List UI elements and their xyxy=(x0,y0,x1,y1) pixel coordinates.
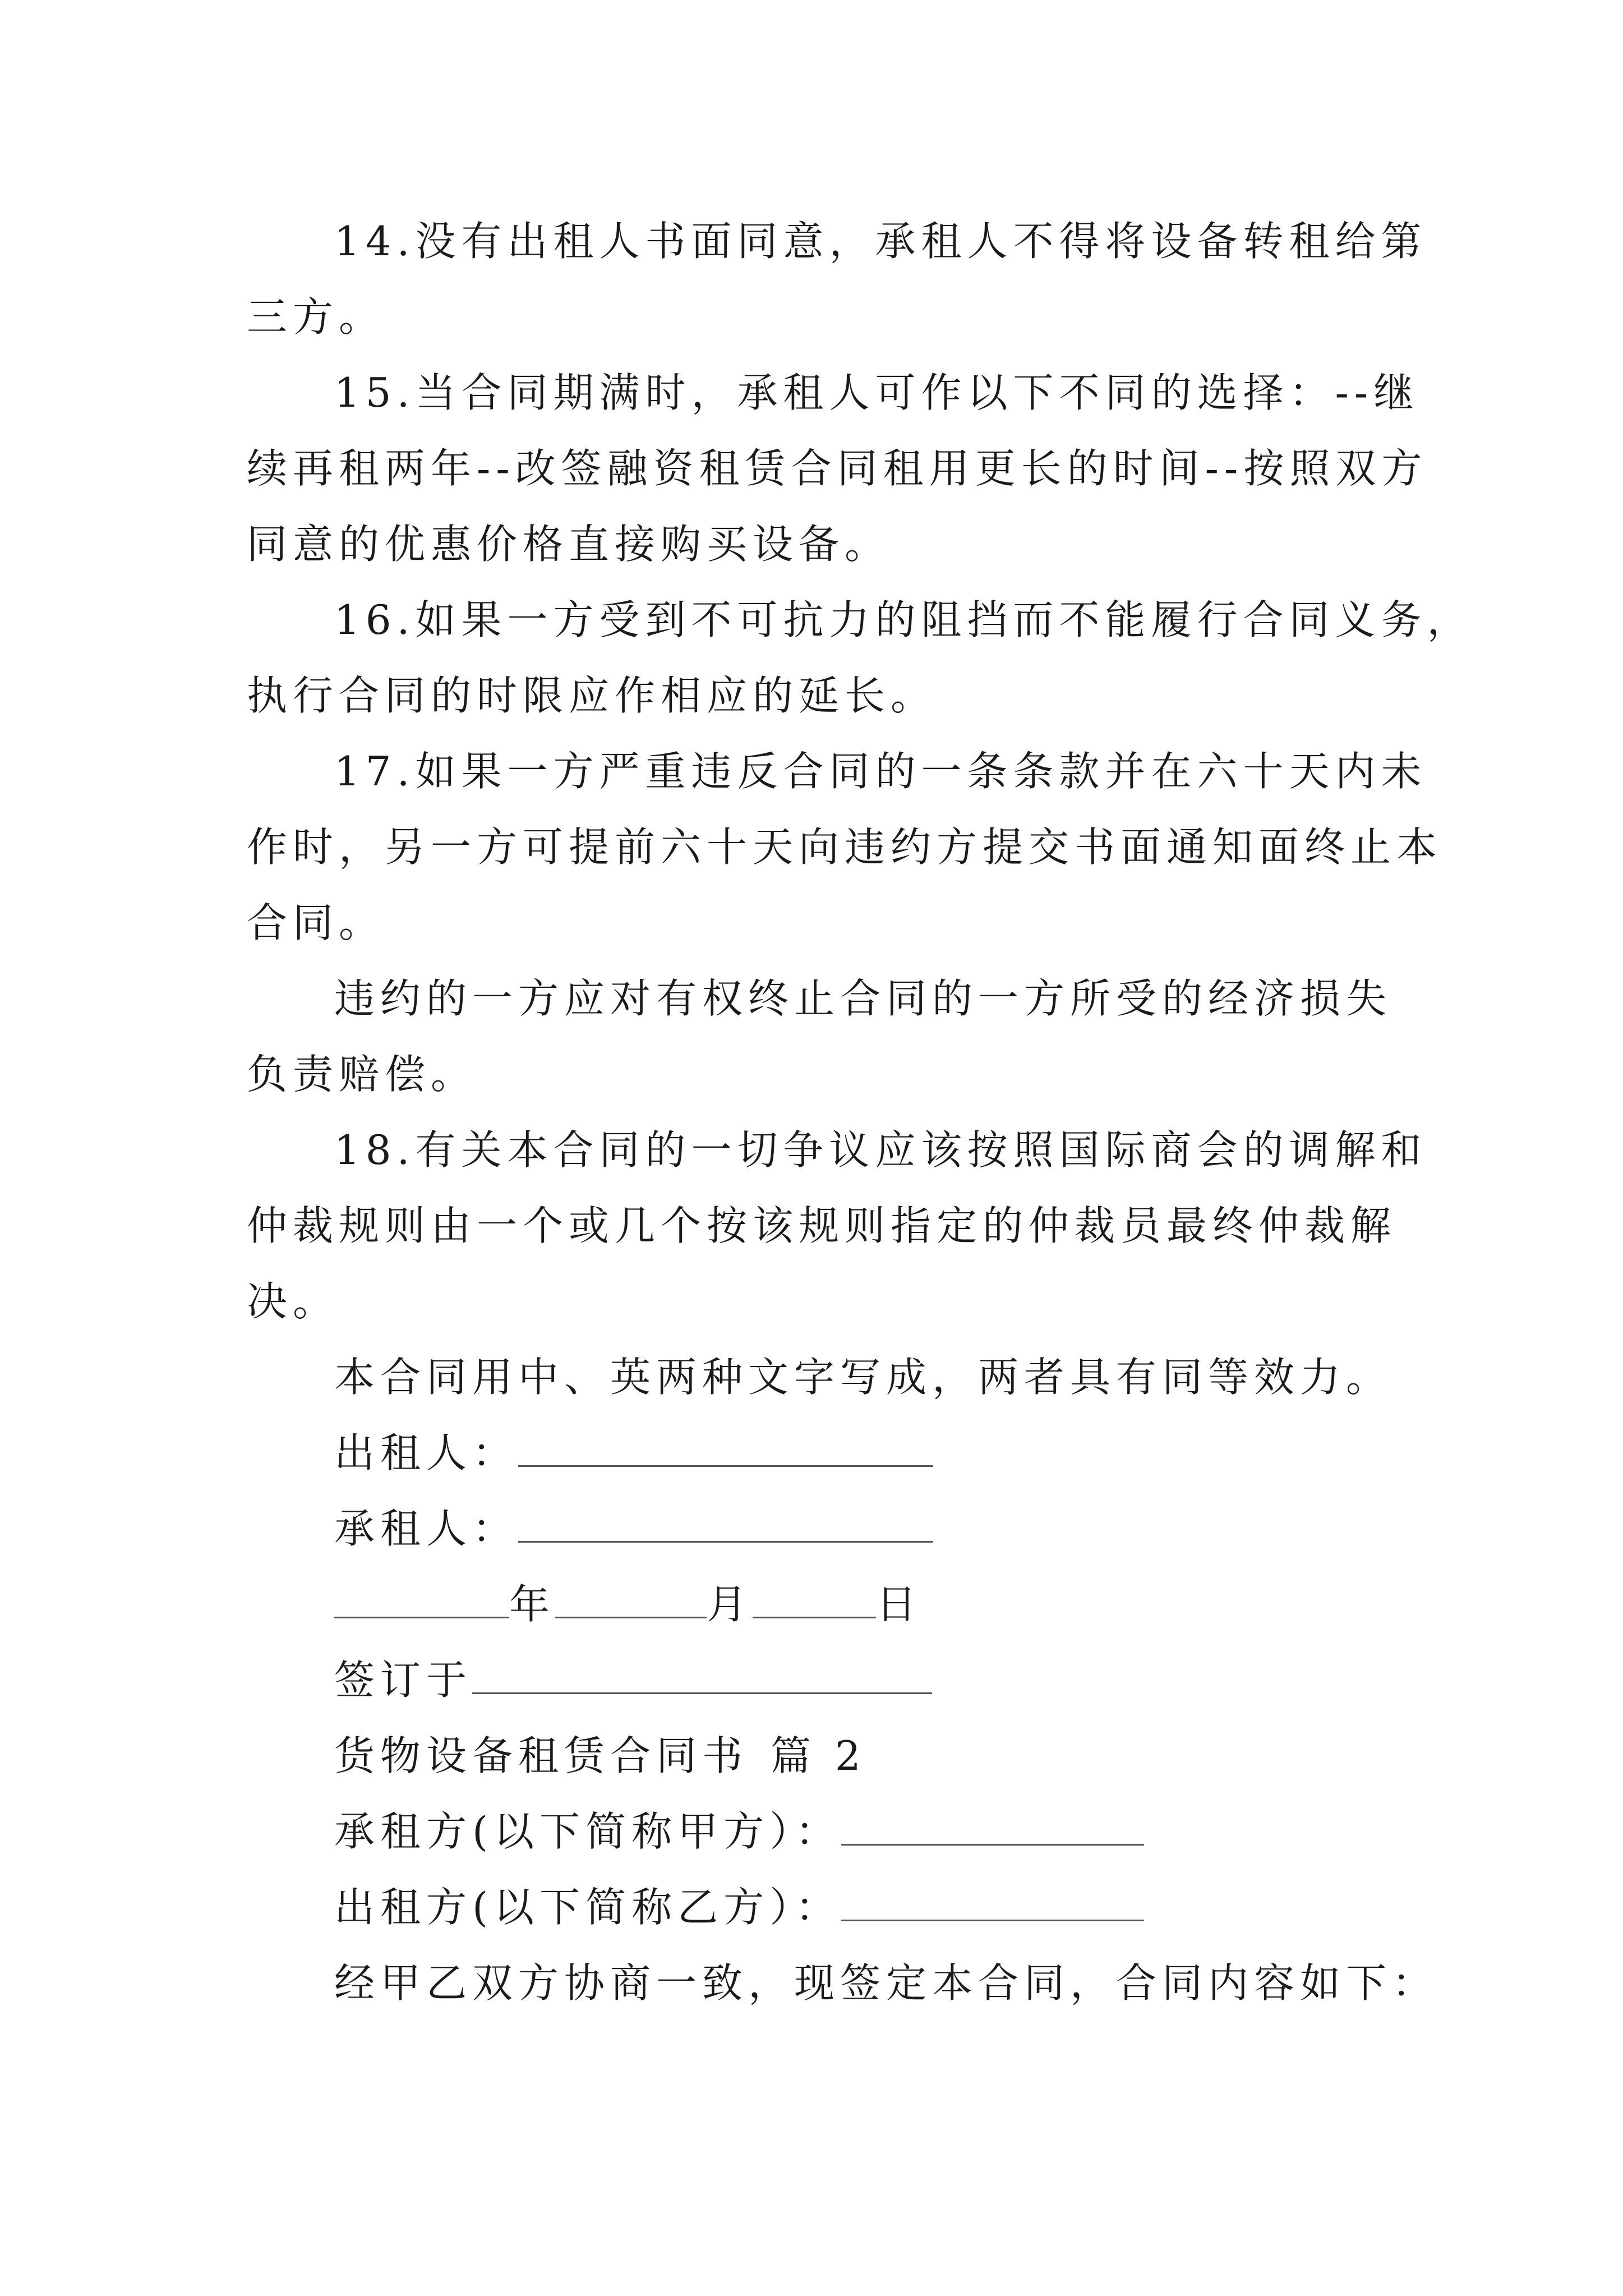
day-label: 日 xyxy=(876,1581,923,1628)
party-b-row xyxy=(334,1879,1144,1935)
party-b-label: 出租方(以下简称乙方）： xyxy=(334,1884,842,1931)
lessor-signature-row xyxy=(334,1425,933,1481)
language-clause: 本合同用中、英两种文字写成，两者具有同等效力。 xyxy=(334,1354,1393,1401)
party-b-blank[interactable] xyxy=(841,1885,1144,1921)
breach-line-2: 负责赔偿。 xyxy=(247,1051,477,1098)
clause-18-line-3: 决。 xyxy=(247,1278,339,1325)
section-2-intro: 经甲乙双方协商一致，现签定本合同，合同内容如下： xyxy=(334,1959,1438,2007)
clause-18-line-1: 18.有关本合同的一切争议应该按照国际商会的调解和 xyxy=(334,1126,1427,1174)
section-2-title: 货物设备租赁合同书 xyxy=(334,1732,749,1779)
lessor-label: 出租人： xyxy=(334,1429,519,1476)
section-2-heading xyxy=(334,1728,866,1784)
lessee-label: 承租人： xyxy=(334,1505,519,1552)
signed-at-row xyxy=(334,1652,932,1708)
day-blank[interactable] xyxy=(753,1582,876,1618)
lessee-signature-blank[interactable] xyxy=(518,1506,933,1543)
year-label: 年 xyxy=(509,1581,556,1628)
section-2-part: 篇 2 xyxy=(771,1732,866,1779)
signed-at-label: 签订于 xyxy=(334,1657,473,1704)
lessor-signature-blank[interactable] xyxy=(518,1430,933,1467)
clause-14-line-2: 三方。 xyxy=(247,293,385,341)
clause-15-line-2: 续再租两年--改签融资租赁合同租用更长的时间--按照双方 xyxy=(247,445,1428,492)
clause-18-line-2: 仲裁规则由一个或几个按该规则指定的仲裁员最终仲裁解 xyxy=(247,1202,1397,1249)
party-a-blank[interactable] xyxy=(841,1809,1144,1846)
clause-14-line-1: 14.没有出租人书面同意，承租人不得将设备转租给第 xyxy=(334,218,1427,265)
month-blank[interactable] xyxy=(555,1582,707,1618)
date-row xyxy=(334,1576,922,1632)
signed-at-blank[interactable] xyxy=(472,1658,932,1694)
clause-17-line-3: 合同。 xyxy=(247,899,385,946)
clause-17-line-1: 17.如果一方严重违反合同的一条条款并在六十天内未 xyxy=(334,748,1427,795)
clause-15-line-3: 同意的优惠价格直接购买设备。 xyxy=(247,521,891,568)
breach-line-1: 违约的一方应对有权终止合同的一方所受的经济损失 xyxy=(334,975,1393,1022)
month-label: 月 xyxy=(707,1581,753,1628)
clause-16-line-1: 16.如果一方受到不可抗力的阻挡而不能履行合同义务， xyxy=(334,596,1473,643)
party-a-label: 承租方(以下简称甲方）： xyxy=(334,1808,842,1855)
clause-15-line-1: 15.当合同期满时，承租人可作以下不同的选择：--继 xyxy=(334,369,1420,416)
clause-16-line-2: 执行合同的时限应作相应的延长。 xyxy=(247,672,937,719)
lessee-signature-row xyxy=(334,1501,933,1557)
party-a-row xyxy=(334,1803,1144,1860)
year-blank[interactable] xyxy=(334,1582,509,1618)
clause-17-line-2: 作时，另一方可提前六十天向违约方提交书面通知面终止本 xyxy=(247,823,1443,871)
